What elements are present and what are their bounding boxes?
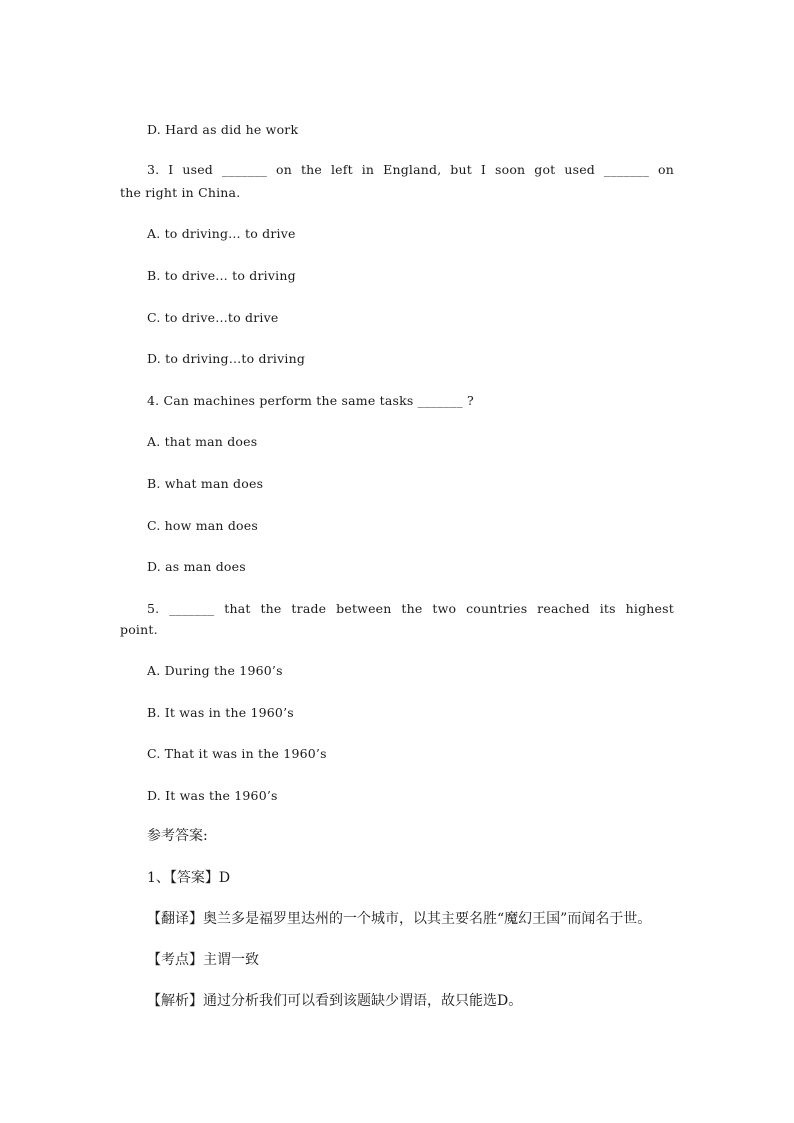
q4-stem: 4. Can machines perform the same tasks _______ ? [147,393,474,408]
q3-option-b: B. to drive… to driving [147,268,296,283]
q5-option-c: C. That it was in the 1960’s [147,746,327,761]
q4-option-c: C. how man does [147,518,258,533]
answer-1-translation: 【翻译】奥兰多是福罗里达州的一个城市，以其主要名胜“魔幻王国”而闻名于世。 [147,911,652,927]
answer-1-analysis: 【解析】通过分析我们可以看到该题缺少谓语，故只能选D。 [147,993,523,1009]
q5-option-b: B. It was in the 1960’s [147,705,294,720]
q4-option-b: B. what man does [147,476,264,491]
q3-option-c: C. to drive…to drive [147,310,279,325]
q4-option-d: D. as man does [147,559,246,574]
q5-option-a: A. During the 1960’s [147,663,283,678]
answer-1-test-point: 【考点】主谓一致 [147,952,259,968]
q4-option-a: A. that man does [147,434,258,449]
q3-option-d: D. to driving…to driving [147,351,306,366]
q3-option-a: A. to driving… to drive [147,226,296,241]
q3-stem-line-1: 3. I used _______ on the left in England, but I soon got used _______ on [147,162,674,177]
q5-stem-line-2: point. [120,622,158,637]
q3-stem-line-2: the right in China. [120,185,241,200]
q5-option-d: D. It was the 1960’s [147,788,278,803]
q2-option-d: D. Hard as did he work [147,122,299,137]
answer-1: 1、【答案】D [147,870,231,886]
q5-stem-line-1: 5. _______ that the trade between the two countries reached its highest [147,601,674,616]
answers-heading: 参考答案: [147,828,208,844]
